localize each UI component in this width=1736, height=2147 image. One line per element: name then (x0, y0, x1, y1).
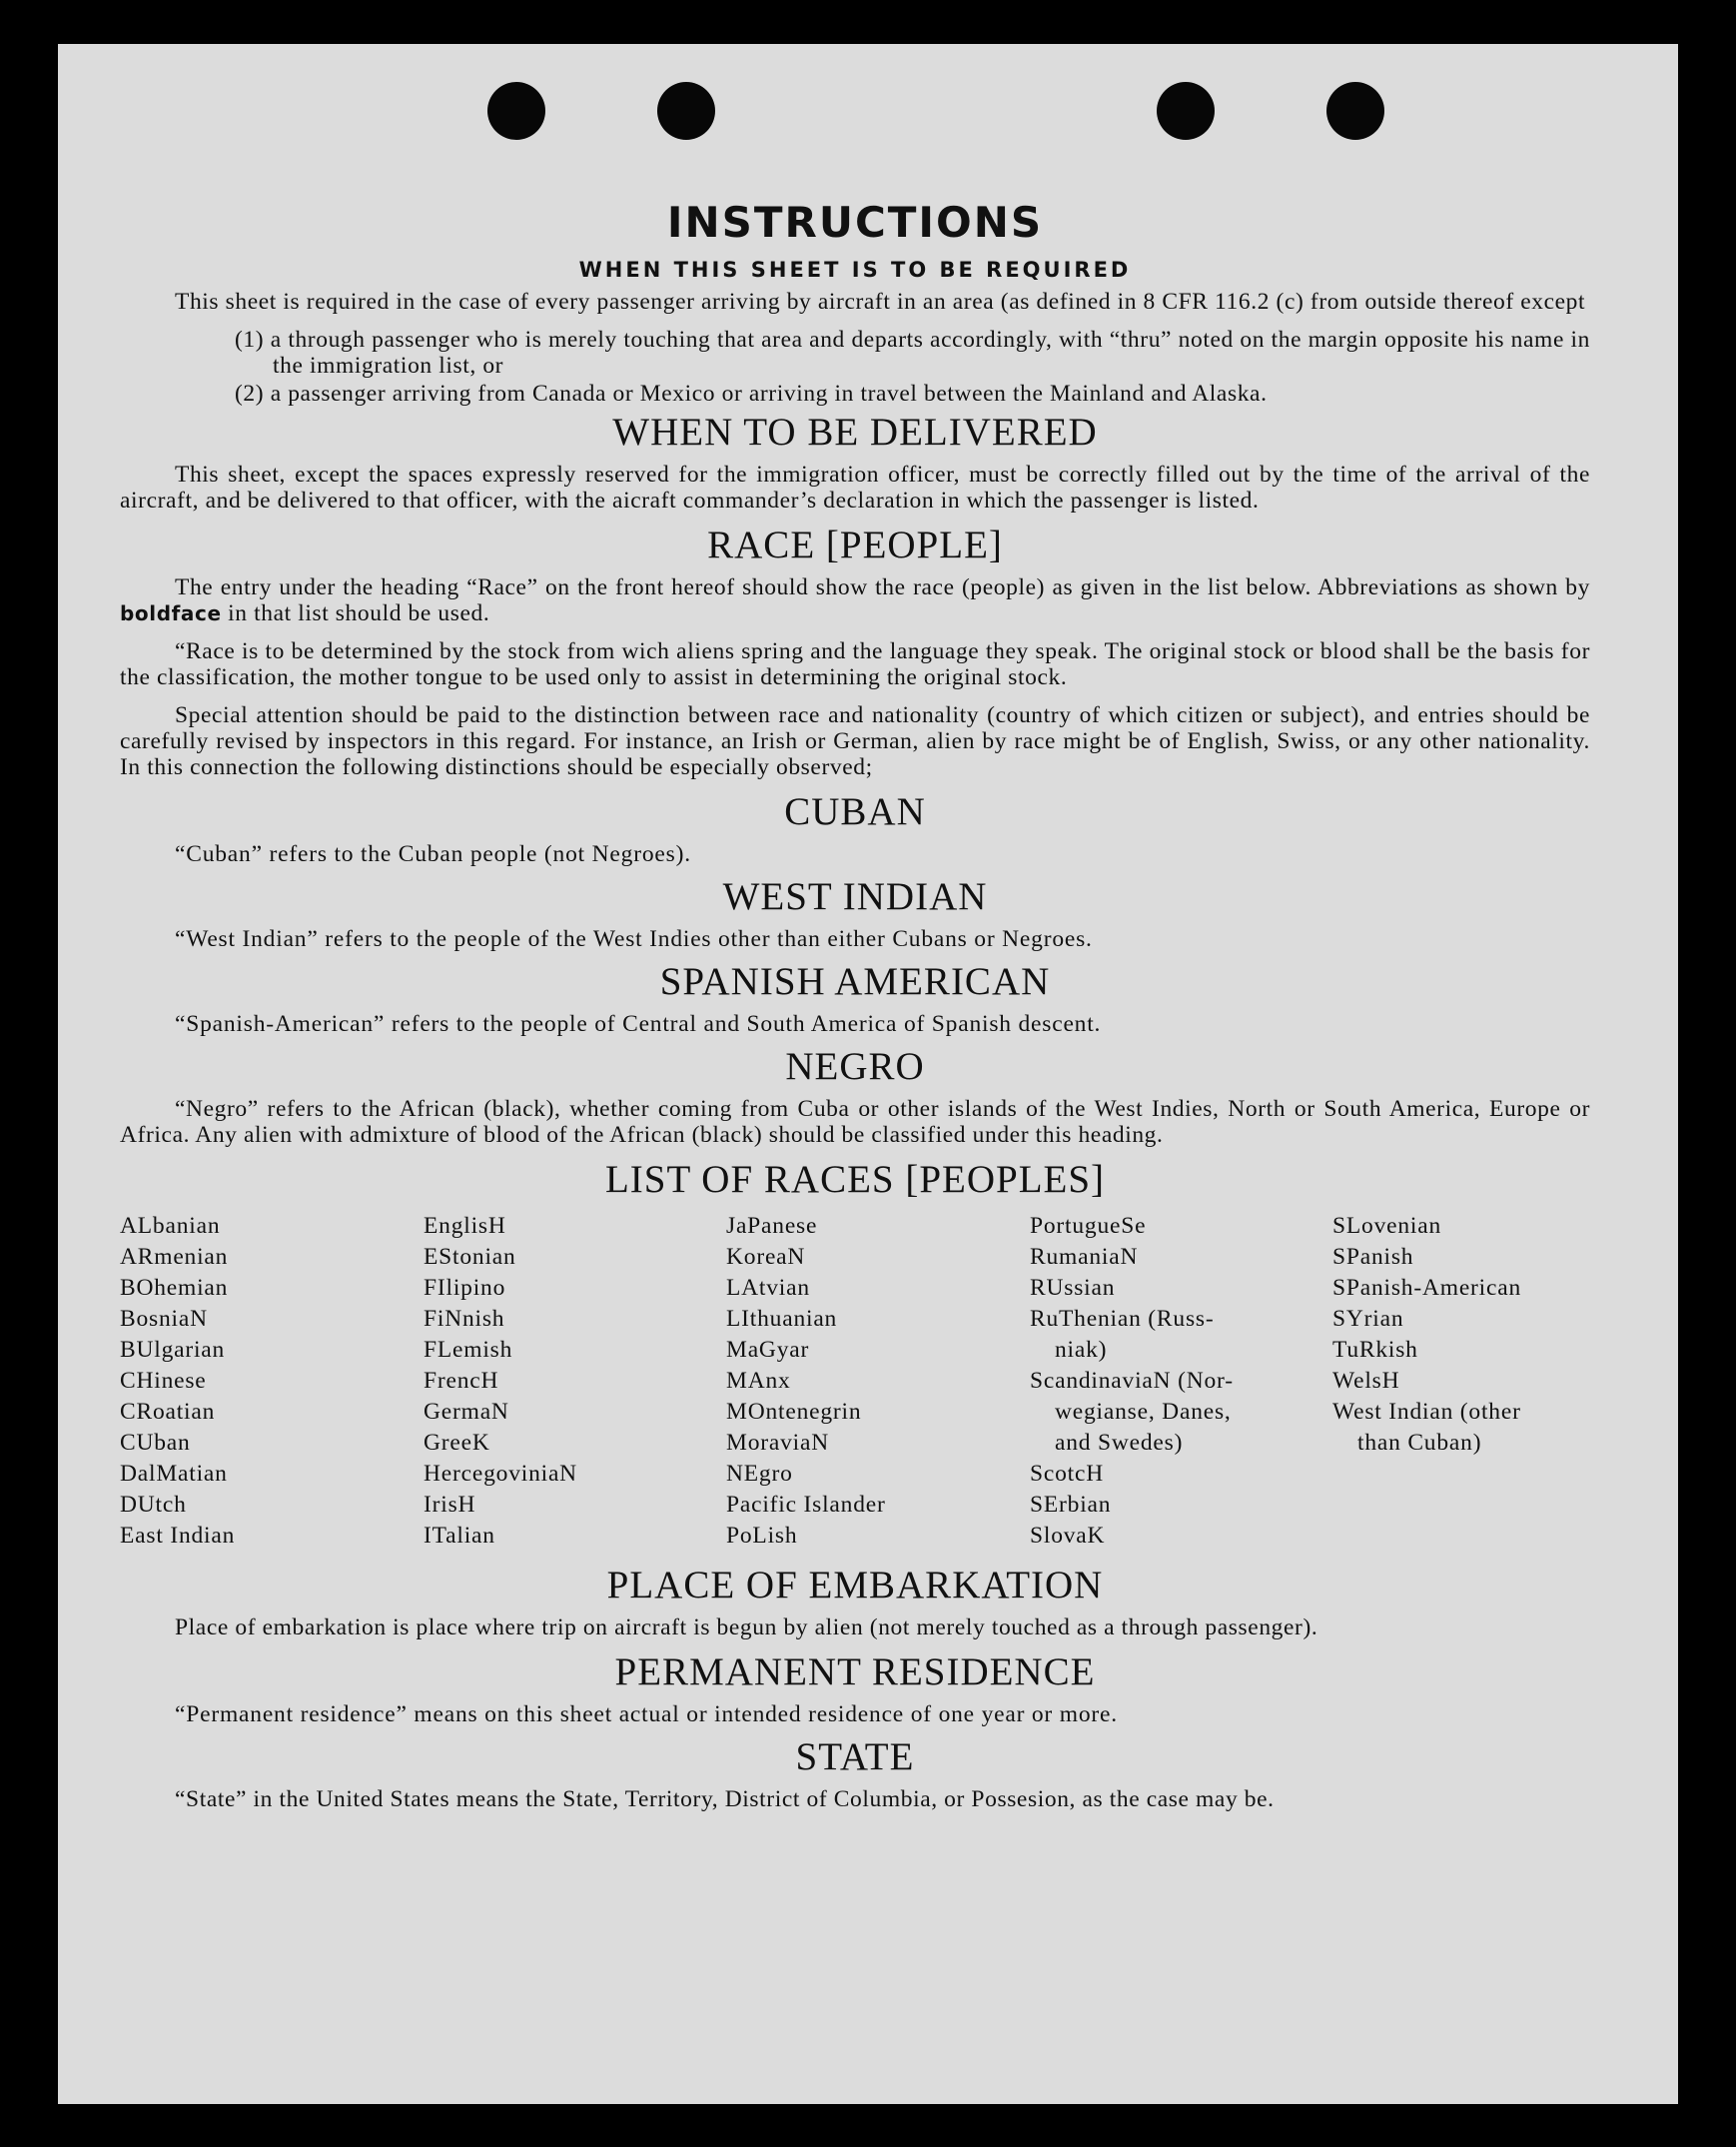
race-entry: wegianse, Danes, (1055, 1398, 1232, 1425)
embarkation-text: Place of embarkation is place where trip on aircraft is begun by alien (not merely touched as a through passenger). (175, 1613, 1318, 1640)
race-entry: FiNnish (424, 1305, 505, 1332)
race-entry: NEgro (726, 1460, 793, 1487)
race-entry: CHinese (120, 1367, 207, 1394)
race-entry: WelsH (1332, 1367, 1400, 1394)
race-entry: PortugueSe (1030, 1212, 1147, 1239)
section-heading-west-indian: WEST INDIAN (722, 875, 988, 918)
race-entry: FrencH (424, 1367, 499, 1394)
race-entry: RuThenian (Russ- (1030, 1305, 1215, 1332)
race-entry: CRoatian (120, 1398, 216, 1425)
races-column (120, 1211, 424, 1552)
exception-item: (2) a passenger arriving from Canada or Mexico or arriving in travel between the Mainland and Alaska. (235, 381, 1268, 408)
race-entry: GermaN (424, 1398, 509, 1425)
races-list (120, 1211, 1590, 1552)
race-entry: LIthuanian (726, 1305, 838, 1332)
race-entry: TuRkish (1332, 1336, 1418, 1363)
state-text: “State” in the United States means the State, Territory, District of Columbia, or Possesion, as the case may be. (175, 1785, 1275, 1812)
race-entry: BosniaN (120, 1305, 208, 1332)
race-entry: SErbian (1030, 1491, 1112, 1518)
race-entry: East Indian (120, 1522, 236, 1549)
race-entry: SPanish (1332, 1243, 1414, 1270)
race-entry: SLovenian (1332, 1212, 1442, 1239)
negro-text: “Negro” refers to the African (black), whether coming from Cuba or other islands of the West Indies, North or South America, Europe or Africa. Any alien with admixture of blood of the African (black) should be classified under this heading. (120, 1095, 1590, 1148)
race-entry: SYrian (1332, 1305, 1404, 1332)
document-content (120, 154, 1590, 1824)
race-entry: KoreaN (726, 1243, 806, 1270)
race-entry: PoLish (726, 1522, 798, 1549)
page-title: INSTRUCTIONS (666, 198, 1044, 247)
race-entry: CUban (120, 1429, 191, 1456)
race-entry: FLemish (424, 1336, 513, 1363)
race-entry: than Cuban) (1357, 1429, 1482, 1456)
delivered-text: This sheet, except the spaces expressly reserved for the immigration officer, must be correctly filled out by the time of the arrival of the aircraft, and be delivered to that officer, with the aicraft commander’s declaration in which the passenger is listed. (120, 462, 1590, 515)
section-heading-race: RACE [PEOPLE] (707, 524, 1003, 567)
races-column (1332, 1211, 1590, 1552)
races-column (726, 1211, 1030, 1552)
west-indian-text: “West Indian” refers to the people of the West Indies other than either Cubans or Negroes. (175, 925, 1093, 952)
punch-hole (1326, 82, 1384, 140)
races-column (424, 1211, 726, 1552)
race-entry: MAnx (726, 1367, 791, 1394)
page-subtitle: WHEN THIS SHEET IS TO BE REQUIRED (578, 258, 1132, 282)
section-heading-embarkation: PLACE OF EMBARKATION (606, 1563, 1104, 1607)
race-entry: DalMatian (120, 1460, 228, 1487)
race-entry: EStonian (424, 1243, 516, 1270)
race-entry: BUlgarian (120, 1336, 226, 1363)
race-entry: FIlipino (424, 1274, 506, 1301)
races-column (1030, 1211, 1332, 1552)
race-entry: SlovaK (1030, 1522, 1106, 1549)
race-entry: ITalian (424, 1522, 495, 1549)
race-paragraph-3: Special attention should be paid to the distinction between race and nationality (country of which citizen or subject), and entries should be carefully revised by inspectors in this regard. For instance, an Irish or German, alien by race might be of English, Swiss, or any other nationality. In this connection the following distinctions should be especially observed; (120, 702, 1590, 781)
section-heading-list-of-races: LIST OF RACES [PEOPLES] (604, 1157, 1106, 1201)
exception-item: (1) a through passenger who is merely touching that area and departs accordingly, with “thru” noted on the margin opposite his name in the immigration list, or (235, 327, 1590, 380)
race-entry: HercegoviniaN (424, 1460, 577, 1487)
race-entry: ALbanian (120, 1212, 221, 1239)
race-entry: LAtvian (726, 1274, 810, 1301)
race-entry: ScandinaviaN (Nor- (1030, 1367, 1234, 1394)
race-entry: and Swedes) (1055, 1429, 1184, 1456)
punch-hole (657, 82, 715, 140)
race-entry: niak) (1055, 1336, 1108, 1363)
section-heading-negro: NEGRO (785, 1044, 925, 1088)
race-entry: JaPanese (726, 1212, 818, 1239)
race-paragraph-2: “Race is to be determined by the stock from wich aliens spring and the language they speak. The original stock or blood shall be the basis for the classification, the mother tongue to be used only to assist in determining the original stock. (120, 638, 1590, 691)
race-entry: EnglisH (424, 1212, 506, 1239)
required-intro: This sheet is required in the case of every passenger arriving by aircraft in an area (as defined in 8 CFR 116.2 (c) from outside thereof except (175, 289, 1586, 316)
section-heading-cuban: CUBAN (784, 790, 926, 834)
race-entry: West Indian (other (1332, 1398, 1521, 1425)
cuban-text: “Cuban” refers to the Cuban people (not Negroes). (175, 841, 691, 867)
section-heading-delivered: WHEN TO BE DELIVERED (612, 411, 1098, 455)
document-sheet (58, 44, 1678, 2104)
section-heading-residence: PERMANENT RESIDENCE (614, 1649, 1096, 1693)
race-entry: MaGyar (726, 1336, 810, 1363)
race-paragraph-1: The entry under the heading “Race” on the front hereof should show the race (people) as given in the list below. Abbreviations as shown by boldface in that list should be used. (120, 574, 1590, 627)
race-entry: RUssian (1030, 1274, 1116, 1301)
section-heading-spanish-american: SPANISH AMERICAN (659, 959, 1051, 1003)
race-entry: ScotcH (1030, 1460, 1104, 1487)
race-entry: BOhemian (120, 1274, 229, 1301)
spanish-american-text: “Spanish-American” refers to the people of Central and South America of Spanish descent. (175, 1010, 1102, 1037)
race-entry: RumaniaN (1030, 1243, 1139, 1270)
section-heading-state: STATE (795, 1734, 915, 1778)
residence-text: “Permanent residence” means on this sheet actual or intended residence of one year or more. (175, 1700, 1118, 1727)
race-entry: MoraviaN (726, 1429, 829, 1456)
race-entry: Pacific Islander (726, 1491, 886, 1518)
race-entry: DUtch (120, 1491, 187, 1518)
punch-hole (487, 82, 545, 140)
race-entry: MOntenegrin (726, 1398, 862, 1425)
race-entry: IrisH (424, 1491, 476, 1518)
race-entry: GreeK (424, 1429, 490, 1456)
race-entry: ARmenian (120, 1243, 229, 1270)
punch-hole (1157, 82, 1215, 140)
race-entry: SPanish-American (1332, 1274, 1522, 1301)
